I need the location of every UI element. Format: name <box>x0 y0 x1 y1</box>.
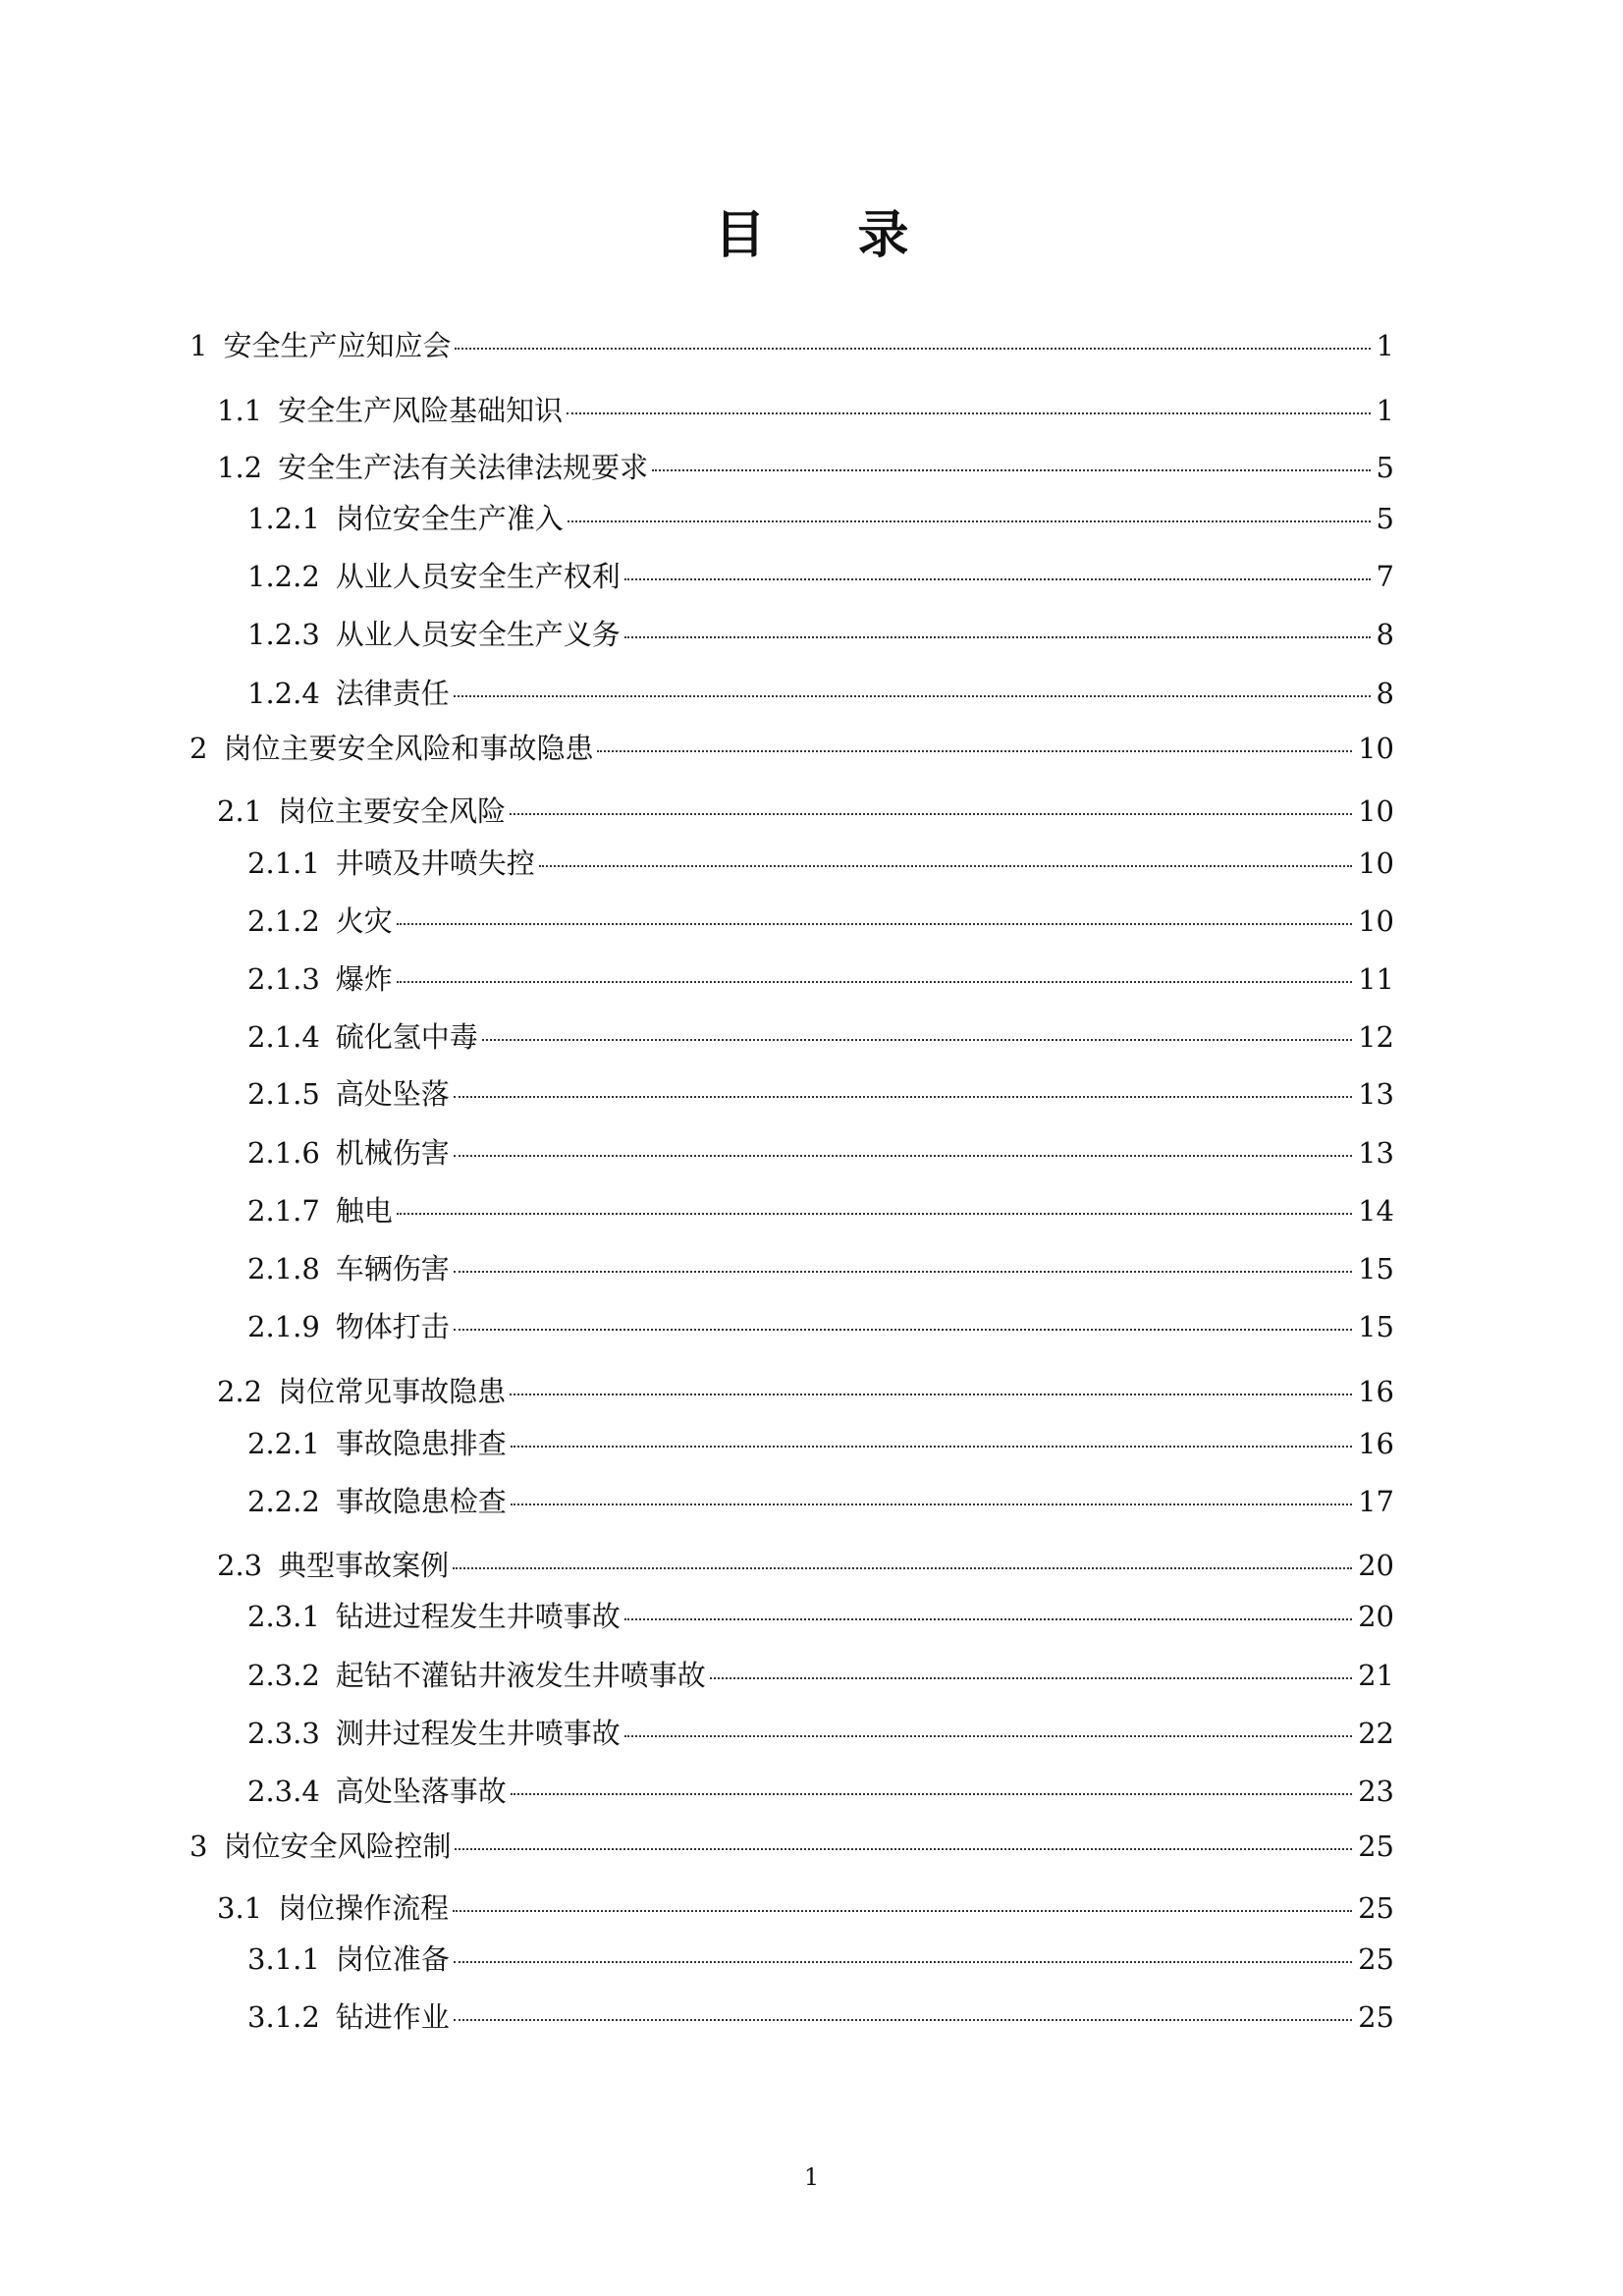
toc-entry-label: 车辆伤害 <box>335 1252 450 1285</box>
toc-entry-number: 2.1.6 <box>247 1136 320 1170</box>
toc-dot-leader <box>397 981 1352 983</box>
toc-entry-page: 10 <box>1358 732 1394 765</box>
toc-dot-leader <box>710 1677 1352 1679</box>
toc-dot-leader <box>624 636 1371 638</box>
toc-entry-number: 2.1.3 <box>247 962 320 996</box>
toc-entry[interactable] <box>247 557 1394 596</box>
toc-dot-leader <box>454 1329 1352 1331</box>
toc-entry[interactable] <box>247 1482 1394 1521</box>
toc-dot-leader <box>454 1096 1352 1098</box>
toc-entry[interactable] <box>217 448 1394 487</box>
toc-entry[interactable] <box>247 615 1394 654</box>
toc-dot-leader <box>511 1503 1352 1505</box>
toc-entry[interactable] <box>217 1888 1394 1928</box>
toc-entry[interactable] <box>247 1597 1394 1636</box>
toc-entry-number: 2.2.2 <box>247 1485 320 1518</box>
toc-entry-page: 22 <box>1358 1717 1394 1750</box>
toc-entry-number: 2.1.8 <box>247 1252 320 1285</box>
toc-entry-page: 15 <box>1358 1252 1394 1285</box>
toc-entry-number: 3.1 <box>217 1891 263 1925</box>
toc-entry-page: 20 <box>1358 1600 1394 1633</box>
toc-dot-leader <box>652 469 1370 471</box>
toc-entry-label: 物体打击 <box>335 1310 450 1343</box>
toc-entry-label: 硫化氢中毒 <box>335 1020 478 1054</box>
toc-entry-number: 2.1.1 <box>247 847 320 880</box>
page-title-char-1: 目 <box>714 205 766 265</box>
toc-entry-page: 23 <box>1358 1775 1394 1808</box>
toc-entry-label: 高处坠落事故 <box>335 1775 507 1808</box>
toc-entry-page: 16 <box>1358 1427 1394 1460</box>
toc-entry-number: 1.2 <box>217 451 263 484</box>
toc-dot-leader <box>455 348 1370 350</box>
toc-entry[interactable] <box>247 1133 1394 1173</box>
toc-entry-number: 2.2.1 <box>247 1427 320 1460</box>
toc-entry-page: 1 <box>1376 394 1394 427</box>
toc-entry-number: 3 <box>189 1830 208 1863</box>
toc-entry-label: 典型事故案例 <box>278 1549 450 1582</box>
toc-entry-number: 1.2.2 <box>247 560 320 593</box>
toc-entry-label: 岗位准备 <box>335 1942 450 1976</box>
toc-entry[interactable] <box>247 1656 1394 1695</box>
toc-entry-number: 2.1.2 <box>247 904 320 938</box>
toc-entry[interactable] <box>247 1191 1394 1230</box>
toc-entry-page: 25 <box>1358 1891 1394 1925</box>
toc-entry[interactable] <box>247 499 1394 538</box>
toc-entry[interactable] <box>217 792 1394 831</box>
toc-entry[interactable] <box>217 1546 1394 1585</box>
toc-entry-page: 15 <box>1358 1310 1394 1343</box>
toc-entry-label: 测井过程发生井喷事故 <box>335 1717 621 1750</box>
toc-dot-leader <box>397 1213 1352 1215</box>
toc-entry-label: 钻进作业 <box>335 2000 450 2034</box>
toc-entry-number: 1.1 <box>217 394 263 427</box>
toc-dot-leader <box>624 1618 1352 1620</box>
toc-entry-page: 10 <box>1358 904 1394 938</box>
toc-entry-number: 3.1.2 <box>247 2000 320 2034</box>
toc-entry-number: 2.2 <box>217 1375 263 1408</box>
toc-entry[interactable] <box>247 902 1394 941</box>
toc-entry-page: 14 <box>1358 1194 1394 1228</box>
toc-dot-leader <box>454 1961 1352 1963</box>
toc-dot-leader <box>454 2019 1352 2021</box>
toc-dot-leader <box>453 1567 1352 1569</box>
toc-entry[interactable] <box>247 1940 1394 1979</box>
toc-entry[interactable] <box>247 1074 1394 1114</box>
toc-entry-label: 高处坠落 <box>335 1077 450 1111</box>
toc-entry-number: 2.1.7 <box>247 1194 320 1228</box>
toc-entry[interactable] <box>217 1372 1394 1411</box>
toc-entry-page: 21 <box>1358 1659 1394 1692</box>
toc-dot-leader <box>397 923 1352 925</box>
toc-entry-number: 1.2.3 <box>247 618 320 651</box>
toc-entry-number: 2.1.4 <box>247 1020 320 1054</box>
toc-entry-label: 触电 <box>335 1194 393 1228</box>
toc-entry-page: 16 <box>1358 1375 1394 1408</box>
toc-entry-label: 起钻不灌钻井液发生井喷事故 <box>335 1659 706 1692</box>
toc-entry-number: 2.1 <box>217 794 263 828</box>
toc-entry-page: 17 <box>1358 1485 1394 1518</box>
toc-dot-leader <box>482 1039 1352 1041</box>
toc-entry[interactable] <box>247 844 1394 883</box>
toc-dot-leader <box>453 1910 1352 1912</box>
toc-entry-number: 2.1.9 <box>247 1310 320 1343</box>
toc-entry-number: 2.3.4 <box>247 1775 320 1808</box>
toc-entry-number: 2.3.2 <box>247 1659 320 1692</box>
toc-entry-page: 25 <box>1358 1942 1394 1976</box>
toc-entry-number: 2.1.5 <box>247 1077 320 1111</box>
toc-dot-leader <box>511 1793 1352 1795</box>
toc-entry-label: 法律责任 <box>335 677 450 710</box>
toc-entry-label: 从业人员安全生产义务 <box>335 618 621 651</box>
toc-entry-page: 13 <box>1358 1077 1394 1111</box>
toc-dot-leader <box>510 813 1352 815</box>
toc-entry-number: 1.2.4 <box>247 677 320 710</box>
toc-entry-label: 事故隐患排查 <box>335 1427 507 1460</box>
toc-entry-number: 2.3.1 <box>247 1600 320 1633</box>
toc-dot-leader <box>597 750 1352 752</box>
toc-entry[interactable] <box>247 959 1394 999</box>
toc-entry-page: 13 <box>1358 1136 1394 1170</box>
toc-entry-label: 岗位常见事故隐患 <box>278 1375 507 1408</box>
toc-entry[interactable] <box>247 1714 1394 1753</box>
toc-entry[interactable] <box>189 1827 1394 1866</box>
toc-entry[interactable] <box>247 1772 1394 1811</box>
toc-entry[interactable] <box>247 1017 1394 1057</box>
toc-entry[interactable] <box>247 674 1394 713</box>
toc-entry-page: 10 <box>1358 794 1394 828</box>
toc-entry-page: 11 <box>1358 962 1394 996</box>
toc-dot-leader <box>567 412 1370 414</box>
toc-entry[interactable] <box>217 391 1394 430</box>
toc-entry-label: 钻进过程发生井喷事故 <box>335 1600 621 1633</box>
toc-dot-leader <box>454 1271 1352 1273</box>
toc-entry-page: 25 <box>1358 1830 1394 1863</box>
toc-dot-leader <box>511 1446 1352 1448</box>
toc-entry[interactable] <box>247 1997 1394 2037</box>
toc-entry-label: 事故隐患检查 <box>335 1485 507 1518</box>
toc-entry-page: 5 <box>1376 502 1394 535</box>
toc-entry[interactable] <box>247 1307 1394 1346</box>
toc-entry-page: 8 <box>1376 618 1394 651</box>
toc-entry[interactable] <box>247 1424 1394 1463</box>
toc-entry-number: 2.3 <box>217 1549 263 1582</box>
toc-entry-label: 岗位主要安全风险 <box>278 794 507 828</box>
toc-entry-label: 岗位操作流程 <box>278 1891 450 1925</box>
toc-entry-page: 20 <box>1358 1549 1394 1582</box>
toc-entry-number: 2 <box>189 732 208 765</box>
page-number: 1 <box>803 2163 820 2191</box>
toc-entry-number: 1.2.1 <box>247 502 320 535</box>
toc-dot-leader <box>568 520 1371 522</box>
toc-entry-number: 2.3.3 <box>247 1717 320 1750</box>
toc-entry-label: 火灾 <box>335 904 393 938</box>
toc-entry[interactable] <box>247 1249 1394 1288</box>
toc-entry-page: 25 <box>1358 2000 1394 2034</box>
toc-entry-page: 1 <box>1376 329 1394 362</box>
toc-dot-leader <box>624 578 1371 580</box>
toc-entry-page: 12 <box>1358 1020 1394 1054</box>
toc-entry-label: 安全生产风险基础知识 <box>278 394 564 427</box>
toc-entry-label: 岗位安全生产准入 <box>335 502 564 535</box>
toc-entry-number: 3.1.1 <box>247 1942 320 1976</box>
toc-entry-label: 机械伤害 <box>335 1136 450 1170</box>
toc-entry-page: 7 <box>1376 560 1394 593</box>
toc-entry[interactable] <box>189 326 1394 365</box>
toc-entry-label: 爆炸 <box>335 962 393 996</box>
toc-dot-leader <box>539 865 1352 867</box>
toc-entry-label: 岗位安全风险控制 <box>223 1830 452 1863</box>
toc-entry-label: 井喷及井喷失控 <box>335 847 535 880</box>
toc-entry-label: 安全生产应知应会 <box>223 329 452 362</box>
toc-entry-page: 8 <box>1376 677 1394 710</box>
toc-entry-label: 安全生产法有关法律法规要求 <box>278 451 649 484</box>
toc-dot-leader <box>454 695 1371 697</box>
toc-entry-label: 从业人员安全生产权利 <box>335 560 621 593</box>
toc-dot-leader <box>455 1848 1352 1850</box>
toc-entry[interactable] <box>189 729 1394 768</box>
toc-dot-leader <box>454 1155 1352 1157</box>
page-title-char-2: 录 <box>857 205 909 265</box>
toc-entry-page: 5 <box>1376 451 1394 484</box>
toc-dot-leader <box>510 1394 1352 1395</box>
toc-entry-page: 10 <box>1358 847 1394 880</box>
toc-dot-leader <box>624 1735 1352 1737</box>
toc-entry-number: 1 <box>189 329 208 362</box>
toc-entry-label: 岗位主要安全风险和事故隐患 <box>223 732 594 765</box>
